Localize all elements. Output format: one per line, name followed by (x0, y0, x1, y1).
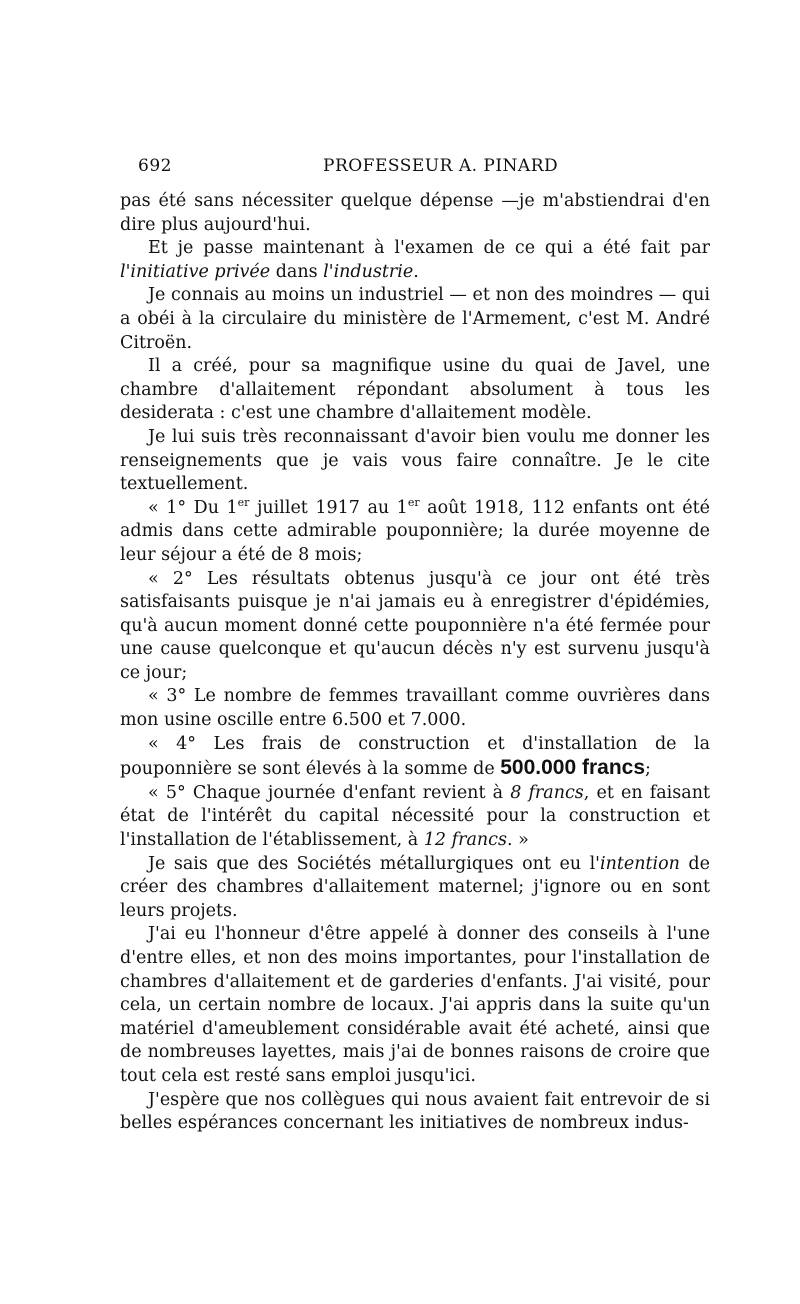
running-title: PROFESSEUR A. PINARD (323, 156, 559, 176)
paragraph-1: pas été sans nécessiter quelque dépense —je m'abstiendrai d'en dire plus aujourd'hui. (120, 191, 710, 235)
paragraph-6-text-c: août 1918, 112 enfants ont été admis dans cette admirable pouponnière; la durée moyenne de leur séjour a été de 8 mois; (120, 497, 710, 565)
paragraph-4: Il a créé, pour sa magnifique usine du quai de Javel, une chambre d'allaitement répondant absolument à tous les desiderata : c'est une chambre d'allaitement modèle. (120, 356, 710, 424)
paragraph-12: J'ai eu l'honneur d'être appelé à donner des conseils à l'une d'entre elles, et non des moins importantes, pour l'installation de chambres d'allaitement et de garderies d'enfants. J'ai visité, pour cela, un certain nombre de locaux. J'ai appris dans la suite qu'un matériel d'ameublement considérable avait été acheté, ainsi que de nombreuses layettes, mais j'ai de bonnes raisons de croire que tout cela est resté sans emploi jusqu'ici. (120, 924, 710, 1086)
paragraph-2-text-c: . (413, 261, 419, 282)
paragraph-2-text-a: Et je passe maintenant à l'examen de ce qui a été fait par (148, 238, 710, 259)
paragraph-9-text-a: « 4° Les frais de construction et d'installation de la pouponnière se sont élevés à la somme de (120, 733, 710, 780)
paragraph-11-emphasis: intention (599, 853, 680, 874)
paragraph-10 (120, 782, 710, 853)
body-text (120, 190, 710, 1136)
paragraph-2 (120, 237, 710, 284)
paragraph-6-text-b: juillet 1917 au 1 (249, 497, 408, 518)
paragraph-2-emphasis-a: l'initiative privée (120, 261, 271, 282)
paragraph-9-amount: 500.000 francs (500, 756, 646, 780)
page-number: 692 (138, 156, 172, 176)
paragraph-11-text-a: Je sais que des Sociétés métallurgiques ont eu l' (148, 853, 600, 874)
paragraph-9-text-b: ; (645, 759, 651, 780)
paragraph-11-text-b: de créer des chambres d'allaitement maternel; j'ignore ou en sont leurs projets. (120, 853, 710, 921)
paragraph-2-emphasis-b: l'industrie (323, 261, 414, 282)
superscript-er: er (407, 495, 420, 509)
paragraph-9 (120, 733, 710, 782)
paragraph-8: « 3° Le nombre de femmes travaillant comme ouvrières dans mon usine oscille entre 6.500 et 7.000. (120, 686, 710, 731)
paragraph-13: J'espère que nos collègues qui nous avaient fait entrevoir de si belles espérances concernant les initiatives de nombreux indus- (120, 1089, 710, 1134)
paragraph-3: Je connais au moins un industriel — et non des moindres — qui a obéi à la circulaire du ministère de l'Armement, c'est M. André Citroën. (120, 285, 710, 353)
paragraph-10-text-a: « 5° Chaque journée d'enfant revient à (148, 782, 511, 803)
paragraph-10-emphasis-a: 8 francs (510, 782, 584, 803)
paragraph-5: Je lui suis très reconnaissant d'avoir bien voulu me donner les renseignements que je vais vous faire connaître. Je le cite textuellement. (120, 426, 710, 495)
page-header (138, 156, 694, 180)
paragraph-10-emphasis-b: 12 francs (423, 830, 507, 851)
paragraph-2-text-b: dans (270, 261, 324, 282)
paragraph-6-text-a: « 1° Du 1 (148, 497, 238, 518)
paragraph-6 (120, 497, 710, 568)
paragraph-7: « 2° Les résultats obtenus jusqu'à ce jour ont été très satisfaisants puisque je n'ai jamais eu à enregistrer d'épidémies, qu'à aucun moment donné cette pouponnière n'a été fermée pour une cause quelconque et qu'aucun décès n'y est survenu jusqu'à ce jour; (120, 568, 710, 683)
paragraph-10-text-c: . » (506, 830, 529, 851)
paragraph-11 (120, 853, 710, 924)
paragraph-10-text-b: , et en faisant état de l'intérêt du capital nécessité pour la construction et l'installation de l'établissement, à (120, 782, 710, 851)
superscript-er: er (237, 495, 250, 509)
